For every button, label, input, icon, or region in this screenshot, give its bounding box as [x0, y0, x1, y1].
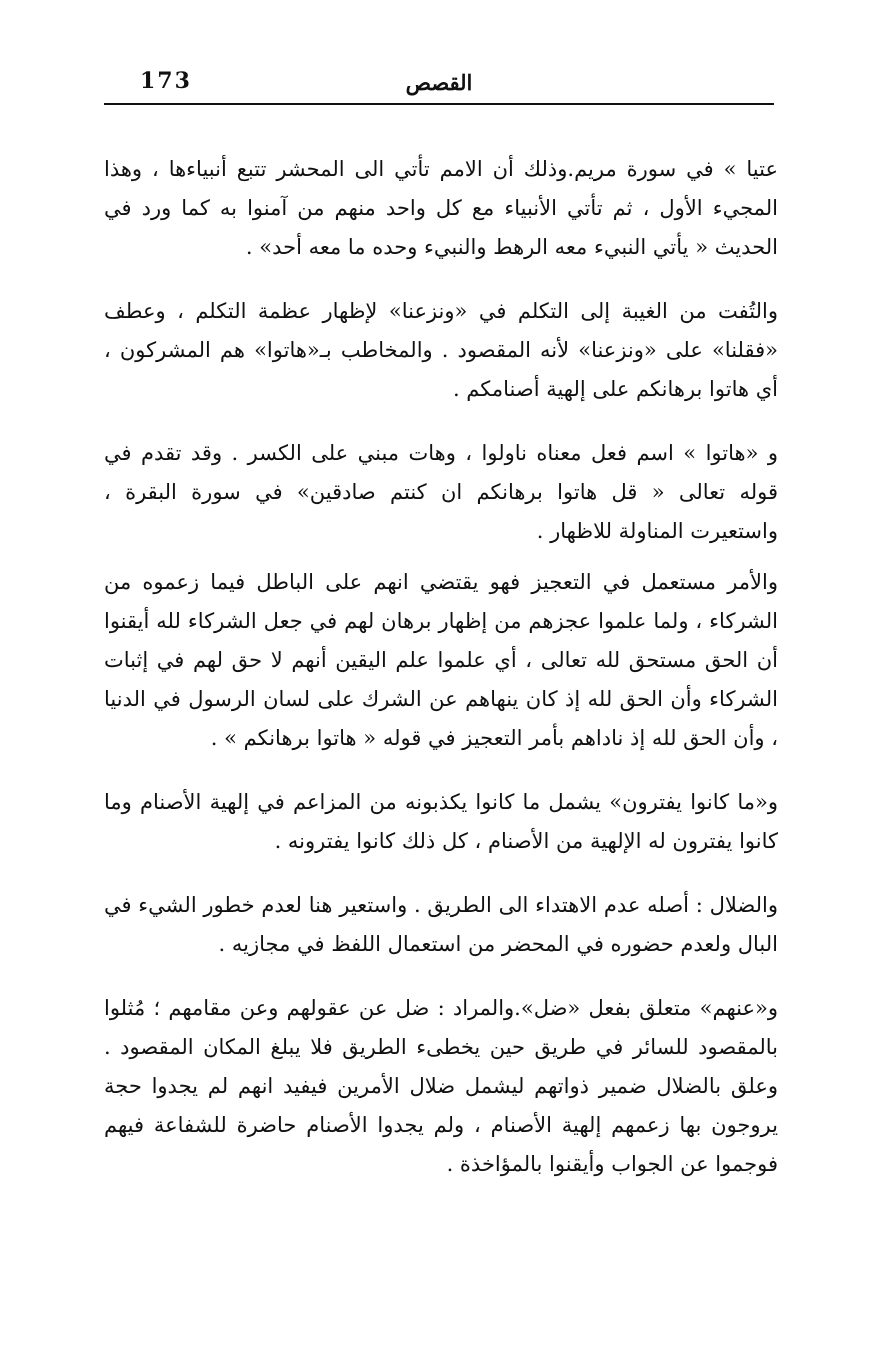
body-text [104, 150, 778, 1184]
header-rule [104, 103, 774, 105]
page-number: 173 [140, 68, 192, 94]
paragraph: و«عنهم» متعلق بفعل «ضل».والمراد : ضل عن عقولهم وعن مقامهم ؛ مُثلوا بالمقصود للسائر في طريق حين يخطىء الطريق فلا يبلغ المكان المقصود . وعلق بالضلال ضمير ذواتهم ليشمل ضلال الأمرين فيفيد انهم لم يجدوا حجة يروجون بها زعمهم إلهية الأصنام ، ولم يجدوا الأصنام حاضرة للشفاعة فيهم فوجموا عن الجواب وأيقنوا بالمؤاخذة . [104, 996, 778, 1176]
paragraph: والتُفت من الغيبة إلى التكلم في «ونزعنا» لإظهار عظمة التكلم ، وعطف «فقلنا» على «ونزعنا» لأنه المقصود . والمخاطب بـ«هاتوا» هم المشركون ، أي هاتوا برهانكم على إلهية أصنامكم . [104, 299, 778, 401]
paragraph: و «هاتوا » اسم فعل معناه ناولوا ، وهات مبني على الكسر . وقد تقدم في قوله تعالى « قل هاتوا برهانكم ان كنتم صادقين» في سورة البقرة ، واستعيرت المناولة للاظهار . [104, 441, 778, 543]
paragraph: والأمر مستعمل في التعجيز فهو يقتضي انهم على الباطل فيما زعموه من الشركاء ، ولما علموا عجزهم من إظهار برهان لهم في جعل الشركاء لله أيقنوا أن الحق مستحق لله تعالى ، أي علموا علم اليقين أنهم لا حق لهم في إثبات الشركاء وأن الحق لله إذ كان ينهاهم عن الشرك على لسان الرسول في الدنيا ، وأن الحق لله إذ ناداهم بأمر التعجيز في قوله « هاتوا برهانكم » . [104, 570, 778, 750]
paragraph: والضلال : أصله عدم الاهتداء الى الطريق . واستعير هنا لعدم خطور الشيء في البال ولعدم حضوره في المحضر من استعمال اللفظ في مجازيه . [104, 893, 778, 956]
running-title: القصص [405, 70, 473, 95]
paragraph: و«ما كانوا يفترون» يشمل ما كانوا يكذبونه من المزاعم في إلهية الأصنام وما كانوا يفترون له الإلهية من الأصنام ، كل ذلك كانوا يفترونه . [104, 790, 778, 853]
page-header [106, 62, 772, 102]
paragraph: عتيا » في سورة مريم.وذلك أن الامم تأتي الى المحشر تتبع أنبياءها ، وهذا المجيء الأول ، ثم تأتي الأنبياء مع كل واحد منهم من آمنوا به كما ورد في الحديث « يأتي النبيء معه الرهط والنبيء وحده ما معه أحد» . [104, 157, 778, 259]
